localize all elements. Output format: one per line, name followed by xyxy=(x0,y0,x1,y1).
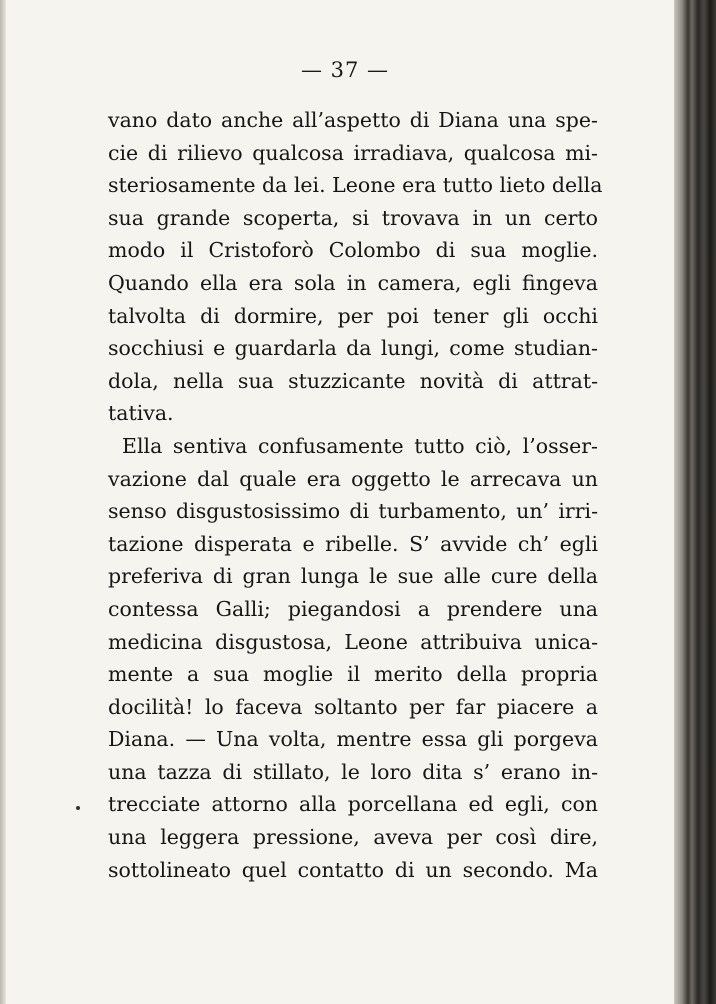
text-line: steriosamente da lei. Leone era tutto lieto della xyxy=(108,173,603,198)
text-line: una tazza di stillato, le loro dita s’ erano in- xyxy=(108,759,598,784)
ink-speck xyxy=(76,806,80,810)
text-line: cie di rilievo qualcosa irradiava, qualcosa mi- xyxy=(108,140,598,165)
text-line: sottolineato quel contatto di un secondo. Ma xyxy=(108,857,598,882)
text-line: tativa. xyxy=(108,401,174,426)
body-text xyxy=(108,104,603,886)
text-line: Diana. — Una volta, mentre essa gli porgeva xyxy=(108,727,598,752)
text-line: Quando ella era sola in camera, egli fingeva xyxy=(108,270,598,295)
text-line: sua grande scoperta, si trovava in un certo xyxy=(108,205,598,230)
text-line: medicina disgustosa, Leone attribuiva unica- xyxy=(108,629,598,654)
page-number: — 37 — xyxy=(300,58,390,82)
text-line: dola, nella sua stuzzicante novità di attrat- xyxy=(108,368,598,393)
book-binding-edge xyxy=(674,0,716,1004)
text-line: contessa Galli; piegandosi a prendere una xyxy=(108,596,598,621)
text-line: socchiusi e guardarla da lungi, come studian- xyxy=(108,336,598,361)
text-line: talvolta di dormire, per poi tener gli occhi xyxy=(108,303,598,328)
text-line: trecciate attorno alla porcellana ed egli, con xyxy=(108,792,598,817)
text-line: modo il Cristoforò Colombo di sua moglie. xyxy=(108,238,598,263)
page-left-edge xyxy=(0,0,6,1004)
text-line: mente a sua moglie il merito della propria xyxy=(108,662,598,687)
text-line: docilità! lo faceva soltanto per far piacere a xyxy=(108,694,598,719)
text-line: preferiva di gran lunga le sue alle cure della xyxy=(108,564,598,589)
text-line: Ella sentiva confusamente tutto ciò, l’osser- xyxy=(122,433,598,458)
text-line: vazione dal quale era oggetto le arrecava un xyxy=(108,466,598,491)
text-line: vano dato anche all’aspetto di Diana una spe- xyxy=(108,108,598,132)
text-line: una leggera pressione, aveva per così dire, xyxy=(108,825,598,850)
text-line: senso disgustosissimo di turbamento, un’ irri- xyxy=(108,499,598,524)
text-line: tazione disperata e ribelle. S’ avvide ch’ egli xyxy=(108,531,598,556)
